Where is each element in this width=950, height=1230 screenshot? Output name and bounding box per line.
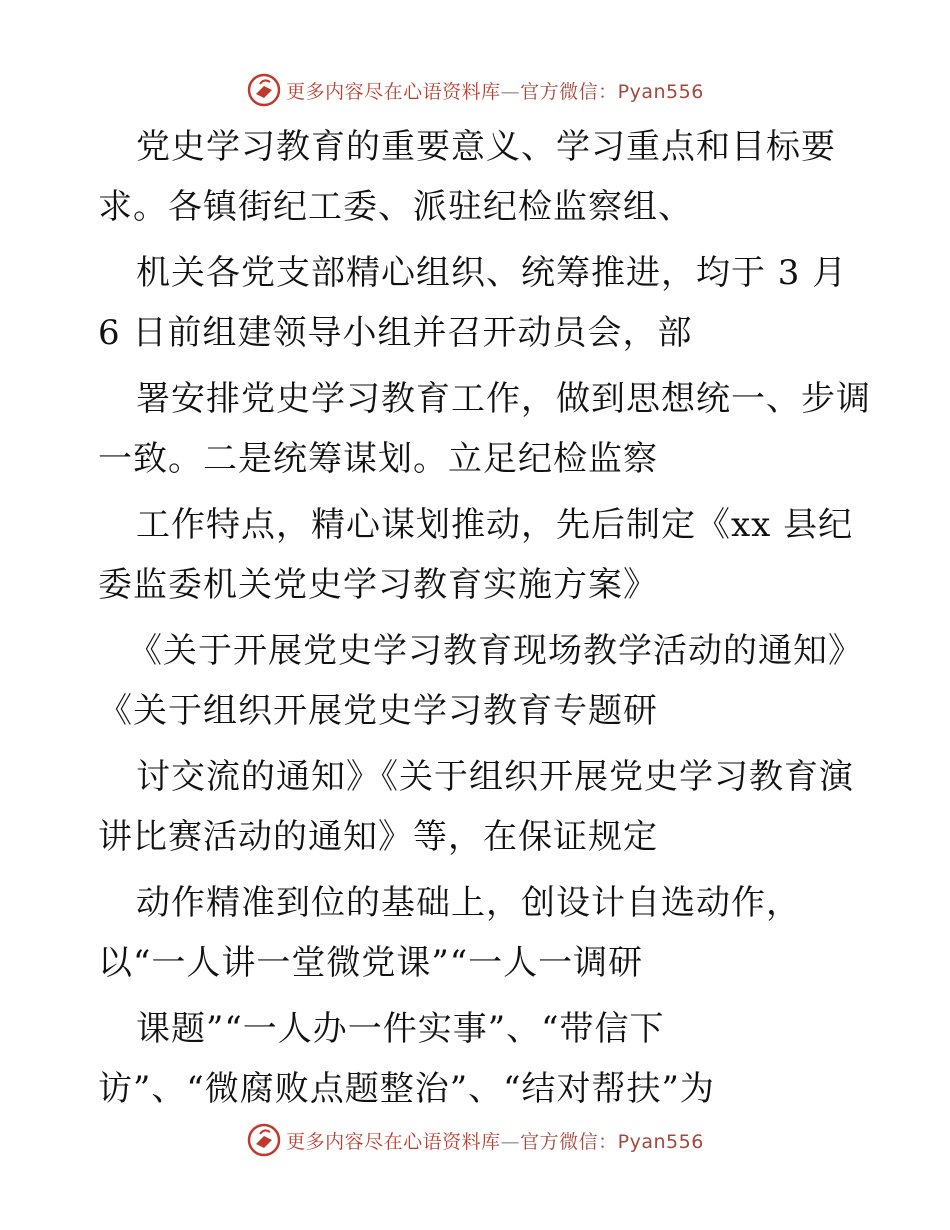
text-line: 工作特点，精心谋划推动，先后制定《xx 县纪 (136, 505, 854, 545)
watermark-text (286, 1127, 704, 1154)
text-line: 动作精准到位的基础上，创设计自选动作， (136, 883, 801, 923)
text-line: 委监委机关党史学习教育实施方案》 (98, 565, 658, 605)
text-line: 党史学习教育的重要意义、学习重点和目标要 (136, 127, 836, 167)
text-line: 署安排党史学习教育工作，做到思想统一、步调 (136, 379, 871, 419)
text-line: 一致。二是统筹谋划。立足纪检监察 (98, 439, 658, 479)
watermark-wechat: 官方微信：Pyan556 (520, 1130, 704, 1153)
text-line: 《关于开展党史学习教育现场教学活动的通知》 (128, 631, 863, 671)
watermark-dash: — (500, 80, 521, 103)
text-line: 访”、“微腐败点题整治”、“结对帮扶”为 (98, 1069, 715, 1109)
text-line: 讨交流的通知》《关于组织开展党史学习教育演 (136, 757, 854, 797)
book-leaf-logo-icon (246, 1122, 282, 1158)
header-watermark (0, 70, 950, 110)
watermark-text (286, 77, 704, 104)
text-line: 以“一人讲一堂微党课”“一人一调研 (98, 943, 644, 983)
text-line: 《关于组织开展党史学习教育专题研 (98, 691, 658, 731)
watermark-brand: 更多内容尽在心语资料库 (286, 1130, 501, 1153)
text-line: 6 日前组建领导小组并召开动员会，部 (98, 313, 693, 353)
document-body (98, 118, 871, 1109)
watermark-dash: — (500, 1130, 521, 1153)
text-line: 讲比赛活动的通知》等，在保证规定 (98, 817, 658, 857)
watermark-wechat: 官方微信：Pyan556 (520, 80, 704, 103)
footer-watermark (0, 1120, 950, 1160)
text-line: 机关各党支部精心组织、统筹推进，均于 3 月 (136, 253, 848, 293)
watermark-brand: 更多内容尽在心语资料库 (286, 80, 501, 103)
text-line: 求。各镇街纪工委、派驻纪检监察组、 (98, 187, 693, 227)
text-line: 课题”“一人办一件实事”、“带信下 (136, 1009, 665, 1049)
book-leaf-logo-icon (246, 72, 282, 108)
